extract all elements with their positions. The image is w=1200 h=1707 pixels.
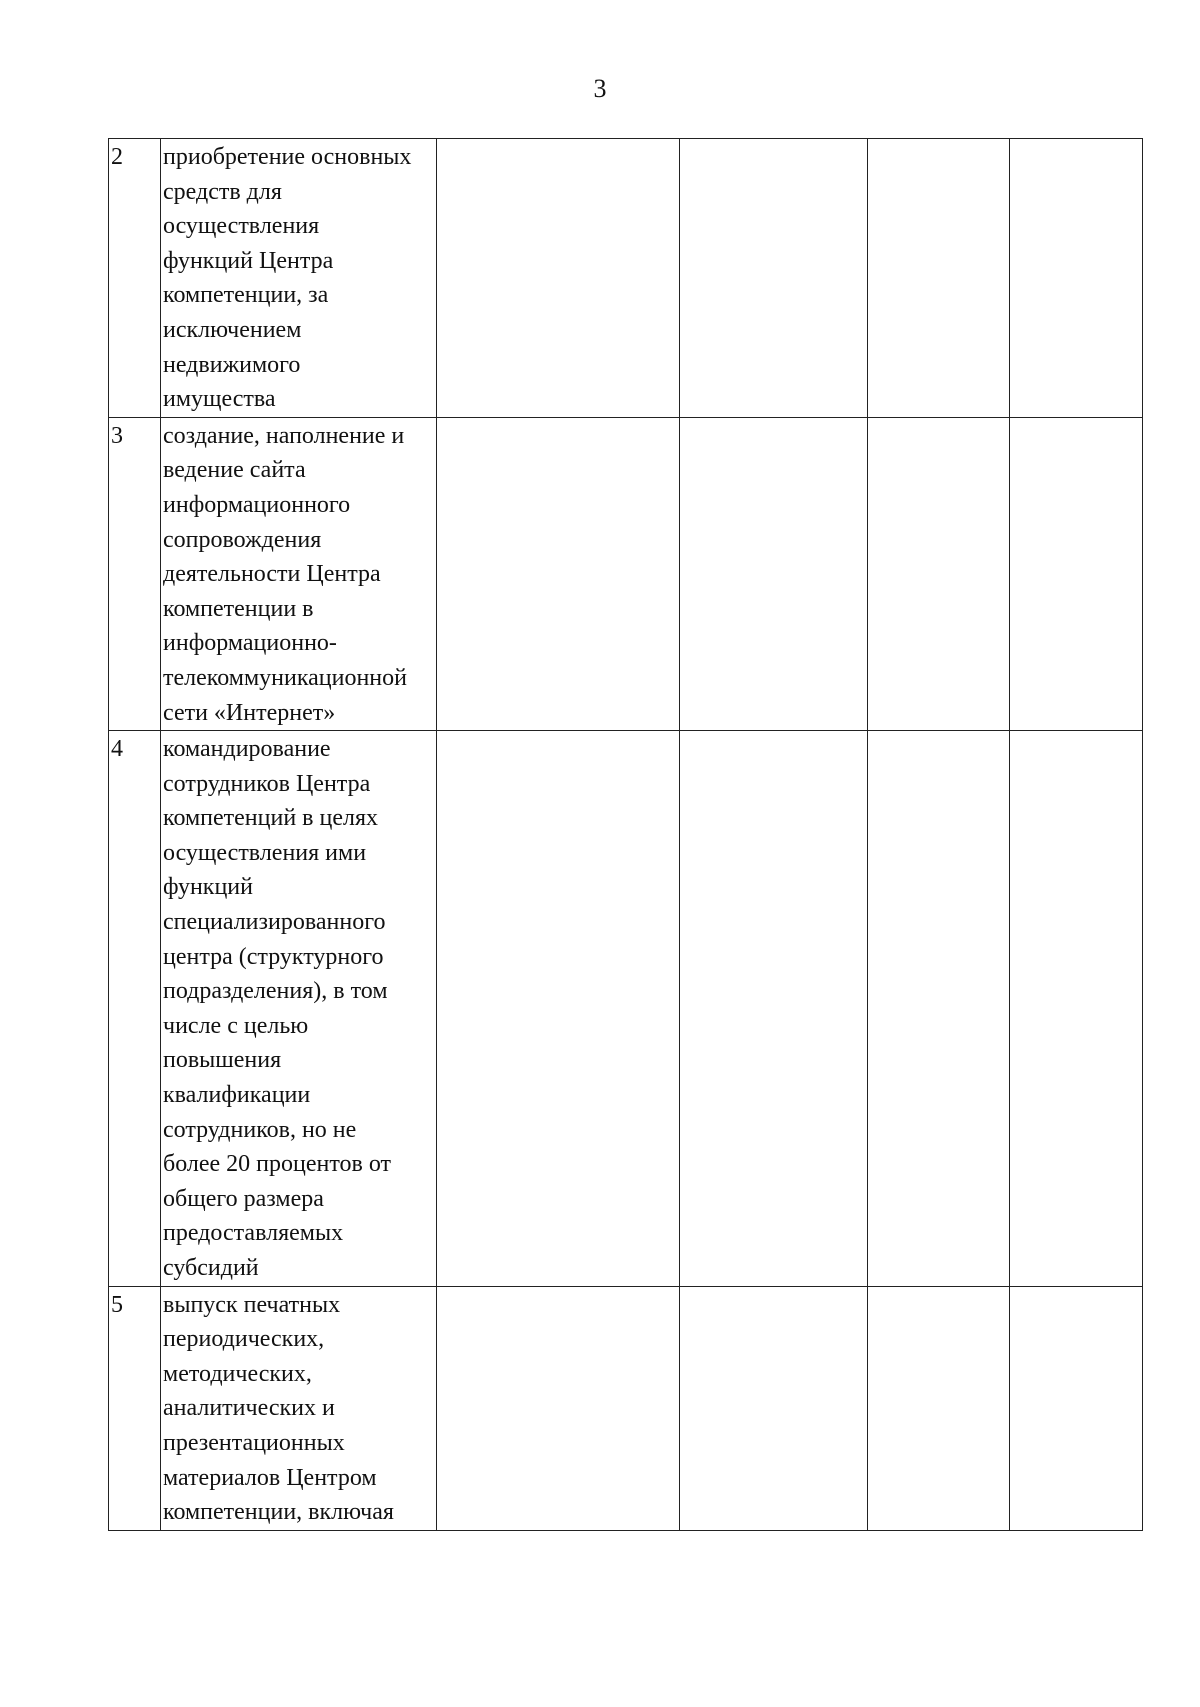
empty-cell bbox=[868, 139, 1010, 418]
empty-cell bbox=[868, 1286, 1010, 1530]
description-line: сотрудников Центра bbox=[163, 770, 371, 797]
description-line: информационно- bbox=[163, 630, 337, 657]
description-line: ведение сайта bbox=[163, 457, 306, 484]
empty-cell bbox=[680, 139, 868, 418]
empty-cell bbox=[680, 417, 868, 730]
description-line: исключением bbox=[163, 316, 302, 343]
description-line: повышения bbox=[163, 1047, 282, 1074]
description-line: телекоммуникационной bbox=[163, 664, 407, 691]
description-line: презентационных bbox=[163, 1429, 345, 1456]
description-line: командирование bbox=[163, 736, 331, 763]
description-line: компетенции в bbox=[163, 595, 314, 622]
description-line: материалов Центром bbox=[163, 1464, 377, 1491]
row-description-cell bbox=[161, 417, 437, 730]
table-row bbox=[109, 1286, 1143, 1530]
empty-cell bbox=[868, 417, 1010, 730]
table-row bbox=[109, 731, 1143, 1287]
description-line: информационного bbox=[163, 491, 351, 518]
description-line: числе с целью bbox=[163, 1012, 309, 1039]
description-line: общего размера bbox=[163, 1185, 324, 1212]
row-number-cell: 2 bbox=[109, 139, 161, 418]
table-body bbox=[109, 139, 1143, 1531]
description-line: методических, bbox=[163, 1360, 312, 1387]
description-line: деятельности Центра bbox=[163, 561, 381, 588]
description-line: выпуск печатных bbox=[163, 1291, 341, 1318]
description-line: осуществления bbox=[163, 213, 320, 240]
description-line: сопровождения bbox=[163, 526, 322, 553]
page-number: 3 bbox=[593, 74, 607, 103]
description-line: более 20 процентов от bbox=[163, 1151, 392, 1178]
row-number-cell: 3 bbox=[109, 417, 161, 730]
description-line: специализированного bbox=[163, 909, 386, 936]
description-line: квалификации bbox=[163, 1082, 311, 1109]
empty-cell bbox=[437, 731, 680, 1287]
description-line: компетенций в целях bbox=[163, 805, 379, 832]
empty-cell bbox=[437, 139, 680, 418]
empty-cell bbox=[437, 417, 680, 730]
row-number-cell: 5 bbox=[109, 1286, 161, 1530]
description-line: имущества bbox=[163, 386, 276, 413]
row-number-cell: 4 bbox=[109, 731, 161, 1287]
description-line: функций Центра bbox=[163, 247, 334, 274]
description-line: подразделения), в том bbox=[163, 978, 388, 1005]
description-line: приобретение основных bbox=[163, 144, 412, 170]
description-line: аналитических и bbox=[163, 1395, 335, 1422]
description-line: сотрудников, но не bbox=[163, 1116, 357, 1143]
row-description-cell bbox=[161, 139, 437, 418]
description-line: субсидий bbox=[163, 1255, 259, 1281]
description-line: сети «Интернет» bbox=[163, 699, 336, 726]
description-line: функций bbox=[163, 874, 253, 901]
empty-cell bbox=[868, 731, 1010, 1287]
empty-cell bbox=[680, 1286, 868, 1530]
row-description-cell bbox=[161, 1286, 437, 1530]
description-line: предоставляемых bbox=[163, 1220, 344, 1247]
empty-cell bbox=[437, 1286, 680, 1530]
description-line: создание, наполнение и bbox=[163, 422, 405, 449]
description-line: периодических, bbox=[163, 1326, 325, 1353]
empty-cell bbox=[1010, 417, 1143, 730]
empty-cell bbox=[1010, 731, 1143, 1287]
description-line: средств для bbox=[163, 178, 282, 205]
description-line: компетенции, включая bbox=[163, 1499, 394, 1526]
row-description-cell bbox=[161, 731, 437, 1287]
description-line: центра (структурного bbox=[163, 943, 384, 970]
table-row bbox=[109, 139, 1143, 418]
table-row bbox=[109, 417, 1143, 730]
document-table bbox=[108, 138, 1143, 1531]
empty-cell bbox=[1010, 139, 1143, 418]
description-line: недвижимого bbox=[163, 351, 301, 378]
description-line: компетенции, за bbox=[163, 282, 329, 309]
description-line: осуществления ими bbox=[163, 839, 367, 866]
empty-cell bbox=[680, 731, 868, 1287]
empty-cell bbox=[1010, 1286, 1143, 1530]
